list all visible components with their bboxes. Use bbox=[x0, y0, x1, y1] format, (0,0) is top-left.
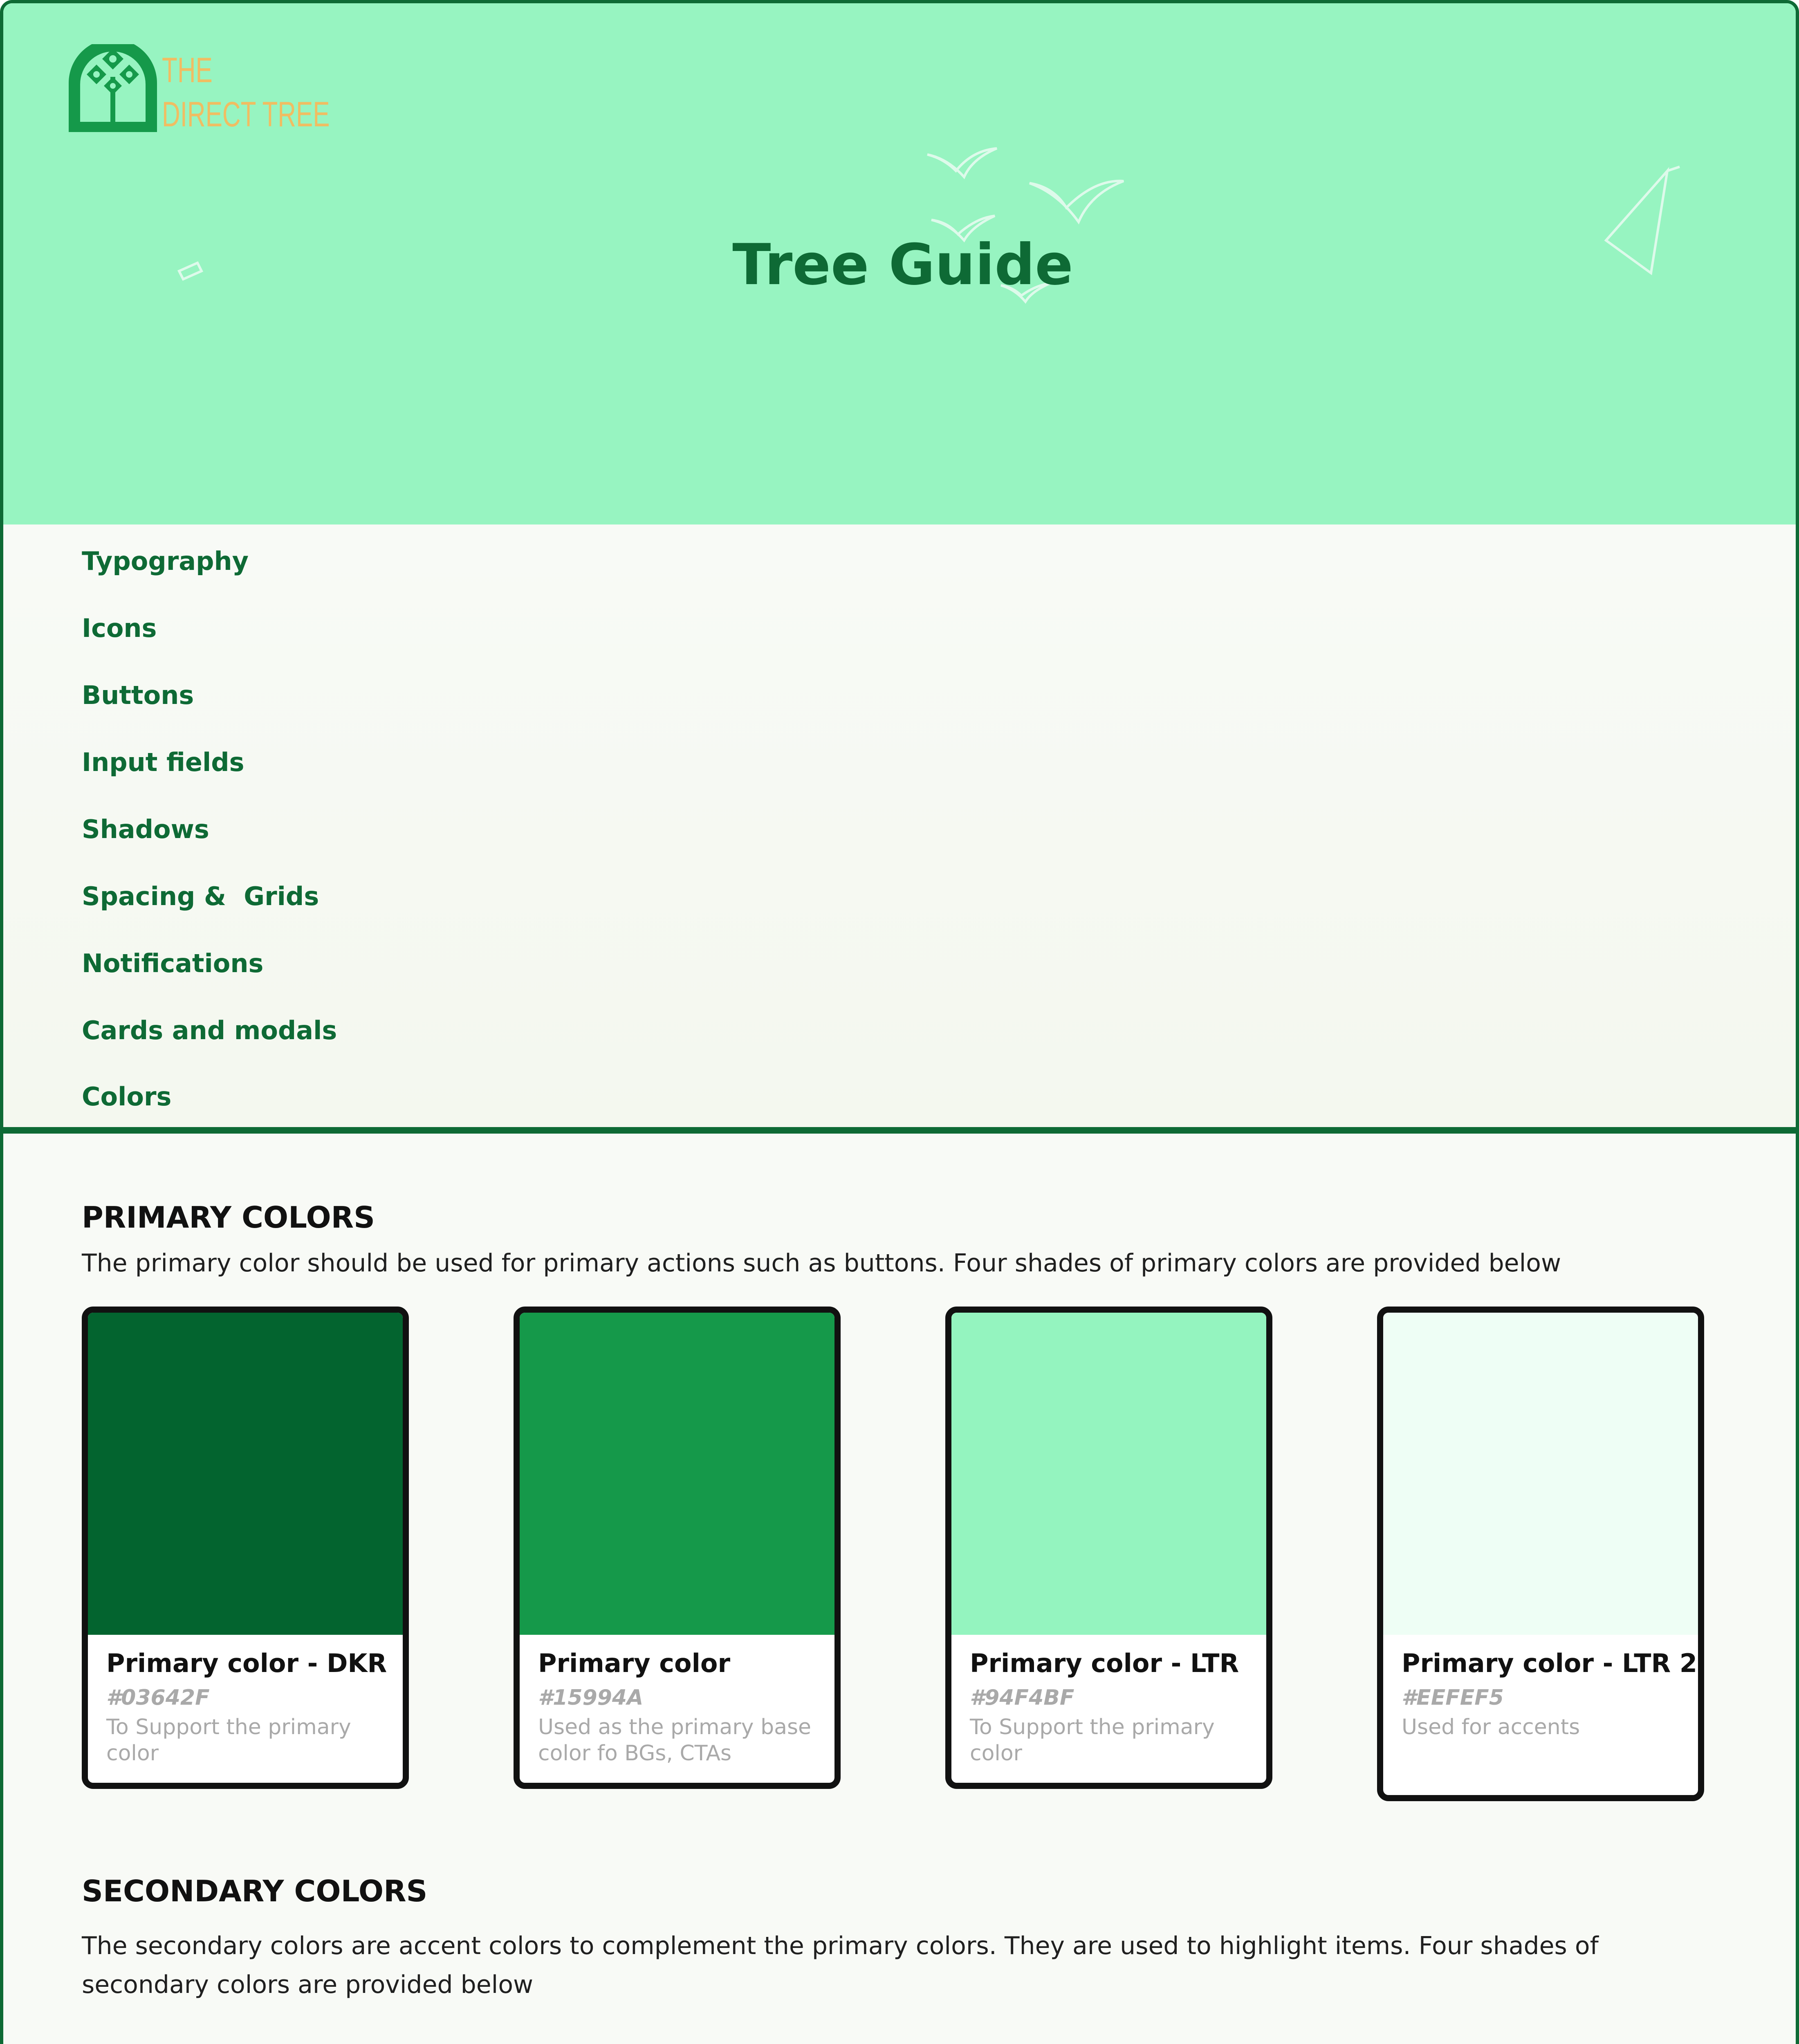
nav-item-icons[interactable]: Icons bbox=[82, 613, 157, 643]
color-swatch bbox=[520, 1313, 834, 1635]
nav-item-shadows[interactable]: Shadows bbox=[82, 814, 209, 844]
nav-item-buttons[interactable]: Buttons bbox=[82, 680, 194, 710]
page-title: Tree Guide bbox=[732, 232, 1073, 298]
color-hex: #EEFEF5 bbox=[1402, 1685, 1504, 1710]
secondary-colors-heading: SECONDARY COLORS bbox=[82, 1874, 428, 1908]
brand-name-line2: DIRECT TREE bbox=[162, 95, 330, 134]
primary-colors-description: The primary color should be used for primary actions such as buttons. Four shades of primary colors are provided below bbox=[82, 1249, 1561, 1278]
nav-item-spacing-grids[interactable]: Spacing & Grids bbox=[82, 881, 319, 911]
color-swatch bbox=[88, 1313, 403, 1635]
section-nav bbox=[3, 524, 1799, 1134]
color-card-primary-dkr bbox=[82, 1307, 409, 1789]
primary-colors-heading: PRIMARY COLORS bbox=[82, 1200, 375, 1235]
color-hex: #94F4BF bbox=[970, 1685, 1074, 1710]
nav-item-colors[interactable]: Colors bbox=[82, 1082, 172, 1112]
color-usage: Used for accents bbox=[1402, 1715, 1580, 1739]
nav-item-input-fields[interactable]: Input fields bbox=[82, 747, 245, 777]
hero-banner bbox=[3, 3, 1799, 524]
color-swatch bbox=[951, 1313, 1266, 1635]
color-name: Primary color - DKR bbox=[106, 1648, 387, 1678]
nav-item-cards-modals[interactable]: Cards and modals bbox=[82, 1015, 337, 1045]
nav-item-notifications[interactable]: Notifications bbox=[82, 948, 264, 978]
color-name: Primary color bbox=[538, 1648, 731, 1678]
color-card-primary bbox=[514, 1307, 841, 1789]
color-card-primary-ltr bbox=[945, 1307, 1272, 1789]
color-usage: To Support the primary color bbox=[106, 1715, 351, 1766]
secondary-colors-description: The secondary colors are accent colors to complement the primary colors. They are used to highlight items. Four shades of secondary colors are provided below bbox=[82, 1932, 1599, 1999]
color-name: Primary color - LTR bbox=[970, 1648, 1239, 1678]
color-usage: Used as the primary base color fo BGs, CTAs bbox=[538, 1715, 812, 1766]
color-usage: To Support the primary color bbox=[970, 1715, 1215, 1766]
color-name: Primary color - LTR 2 bbox=[1402, 1648, 1697, 1678]
color-card-primary-ltr-2 bbox=[1377, 1307, 1704, 1801]
color-hex: #03642F bbox=[106, 1685, 210, 1710]
brand-wordmark bbox=[162, 48, 330, 137]
brand-name-line1: THE bbox=[162, 51, 213, 90]
tree-logo-icon bbox=[64, 44, 162, 134]
color-hex: #15994A bbox=[538, 1685, 644, 1710]
nav-item-typography[interactable]: Typography bbox=[82, 546, 249, 576]
color-swatch bbox=[1383, 1313, 1698, 1635]
brand-logo[interactable] bbox=[64, 44, 330, 134]
